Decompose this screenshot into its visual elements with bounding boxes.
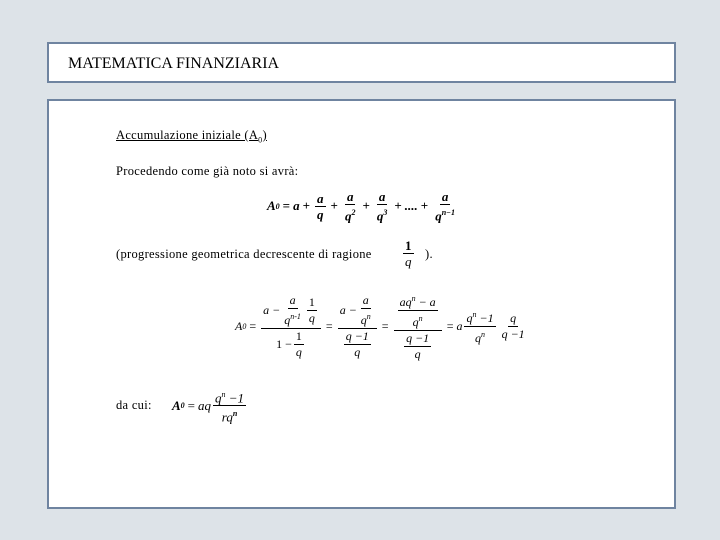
- da-cui-label: da cui:: [116, 398, 152, 412]
- formula-derivation: A 0 = a − $\frac{a}{q^{n-1}}$ 1 q 1 − $\frac{1}{q}$ = a − $\frac{a}{q^n}$ $\frac{q -1}{q}$ = $aq^n - a$ $q^n$ $\frac{q -1}{q}$ = a $q^n -1$ $q^n$ q q −1: [235, 293, 525, 361]
- slide-title: MATEMATICA FINANZIARIA: [68, 55, 280, 72]
- title-box: [47, 42, 676, 83]
- intro-text: Procedendo come già noto si avrà:: [116, 164, 299, 178]
- note-text: (progressione geometrica decrescente di ragione: [116, 247, 372, 261]
- note-end: ).: [425, 247, 433, 261]
- formula-sum: A 0 = a + $\frac{a}{q}$ + $\frac{a}{q^2}$ + $\frac{a}{q^3}$ + .... + $\frac{a}{q^{n-1}}$: [267, 189, 455, 224]
- section-heading: Accumulazione iniziale $(A_0)$: [116, 128, 267, 145]
- formula-result: A 0 = aq $q^n -1$ $rq^n$: [172, 387, 248, 425]
- content-box: [47, 99, 676, 509]
- ratio-fraction: 1 q: [405, 238, 412, 269]
